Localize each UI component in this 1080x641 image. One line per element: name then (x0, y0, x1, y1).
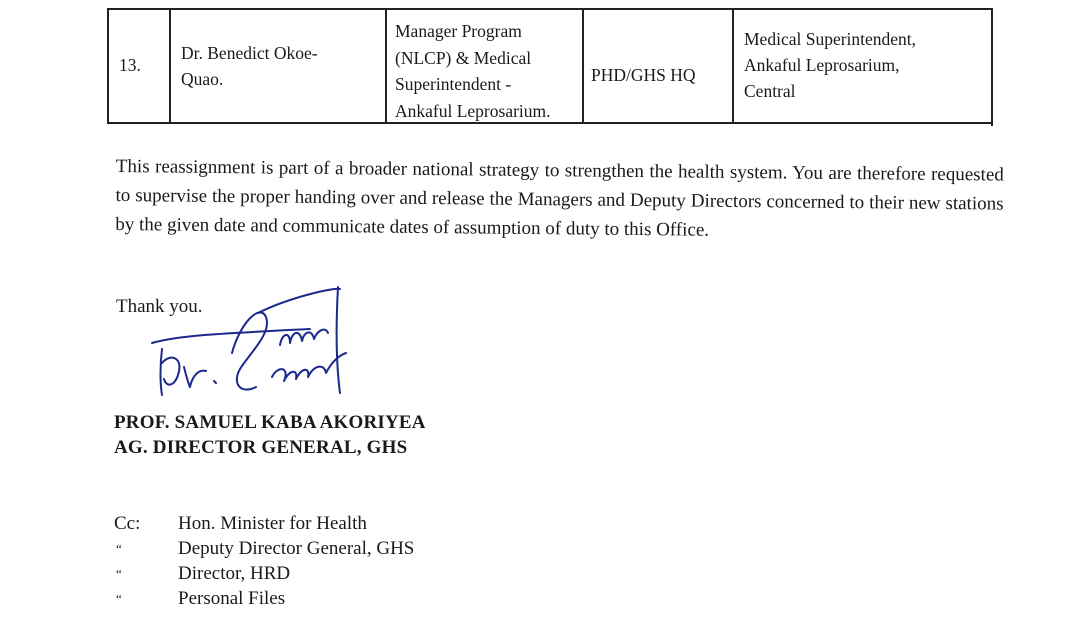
signatory-title: AG. DIRECTOR GENERAL, GHS (114, 437, 408, 458)
table-row-current-station: PHD/GHS HQ (591, 65, 696, 85)
table-col-divider (732, 8, 734, 123)
ditto-mark: “ (116, 591, 122, 606)
body-paragraph: This reassignment is part of a broader national strategy to strengthen the health system. You are therefore requested to supervise the proper handing over and release the Managers and Deputy Directors concerned to their new stations by the given date and communicate dates of assumption of duty to this Office. (115, 155, 1004, 241)
cc-label: Cc: (114, 513, 141, 534)
table-row-name: Dr. Benedict Okoe- Quao. (181, 43, 318, 89)
table-right-border (991, 8, 993, 126)
table-top-border (107, 8, 993, 10)
table-row-new-station: Medical Superintendent, Ankaful Leprosarium, Central (744, 29, 917, 101)
closing-text: Thank you. (116, 296, 203, 317)
table-col-divider (385, 8, 387, 123)
cc-recipient: Personal Files (178, 588, 286, 609)
handwritten-signature (140, 283, 370, 403)
cc-recipient: Deputy Director General, GHS (178, 538, 415, 559)
table-row-position: Manager Program (NLCP) & Medical Superintendent - Ankaful Leprosarium. (395, 21, 551, 121)
table-row-number: 13. (119, 55, 141, 75)
ditto-mark: “ (116, 566, 122, 581)
cc-recipients (178, 511, 414, 611)
table-col-divider (169, 8, 171, 123)
signatory-block (114, 410, 426, 460)
ditto-mark: “ (116, 541, 122, 556)
table-left-border (107, 8, 109, 123)
reassignment-table (107, 8, 993, 126)
signatory-name: PROF. SAMUEL KABA AKORIYEA (114, 412, 426, 433)
cc-recipient: Director, HRD (178, 563, 291, 584)
cc-recipient: Hon. Minister for Health (178, 513, 367, 534)
